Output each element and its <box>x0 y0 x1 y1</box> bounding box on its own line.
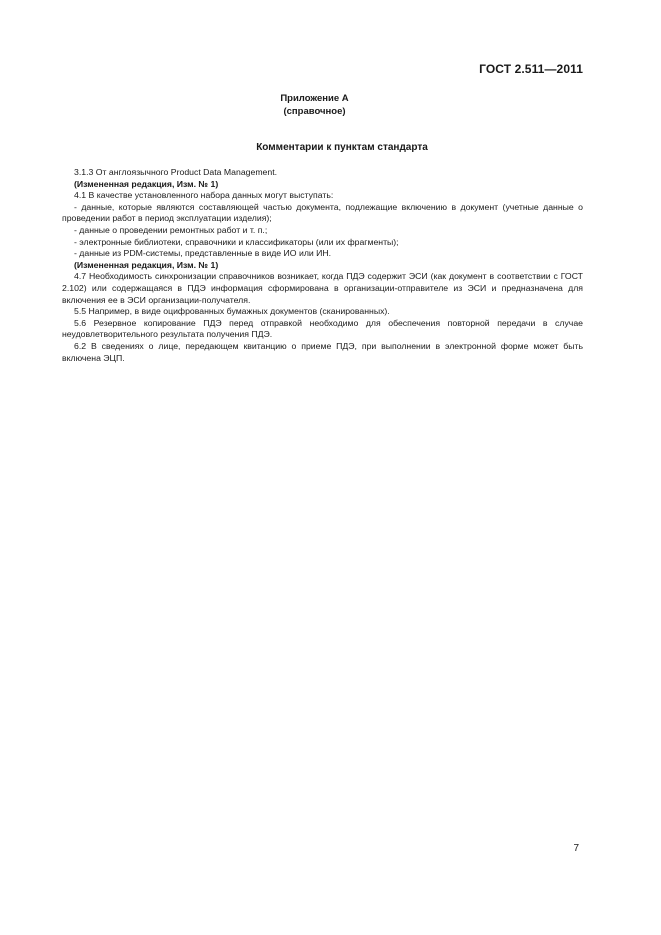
amendment-note: (Измененная редакция, Изм. № 1) <box>74 178 219 189</box>
appendix-title: Приложение А <box>280 93 349 104</box>
paragraph-3-1-3: 3.1.3 От англоязычного Product Data Management. <box>74 167 278 177</box>
paragraph-5-5: 5.5 Например, в виде оцифрованных бумажных документов (сканированных). <box>74 306 390 317</box>
list-item: - электронные библиотеки, справочники и классификаторы (или их фрагменты); <box>74 236 399 247</box>
list-item: - данные из PDM-системы, представленные в виде ИО или ИН. <box>74 248 332 259</box>
document-code: ГОСТ 2.511—2011 <box>479 62 583 76</box>
paragraph-4-7: 4.7 Необходимость синхронизации справочников возникает, когда ПДЭ содержит ЭСИ (как документ в соответствии с ГОСТ 2.102) или содержащаяся в ПДЭ информация сформирована в организации-отправителе из ЭСИ и предназначена для включения ее в ЭСИ организации-получателя. <box>62 271 583 305</box>
list-item: - данные о проведении ремонтных работ и т. п.; <box>74 224 268 235</box>
page-number: 7 <box>573 843 579 854</box>
amendment-note: (Измененная редакция, Изм. № 1) <box>74 259 219 270</box>
paragraph-5-6: 5.6 Резервное копирование ПДЭ перед отправкой необходимо для обеспечения повторной передачи в случае неудовлетворительного результата получения ПДЭ. <box>62 317 583 340</box>
appendix-subtitle: (справочное) <box>283 106 346 117</box>
paragraph-6-2: 6.2 В сведениях о лице, передающем квитанцию о приеме ПДЭ, при выполнении в электронной форме может быть включена ЭЦП. <box>62 340 583 363</box>
section-title: Комментарии к пунктам стандарта <box>256 142 428 153</box>
document-body <box>62 167 583 364</box>
list-item: - данные, которые являются составляющей частью документа, подлежащие включению в документ (учетные данные о проведении работ в период эксплуатации изделия); <box>62 201 583 224</box>
appendix-heading <box>0 92 629 118</box>
paragraph-4-1: 4.1 В качестве установленного набора данных могут выступать: <box>74 190 334 201</box>
